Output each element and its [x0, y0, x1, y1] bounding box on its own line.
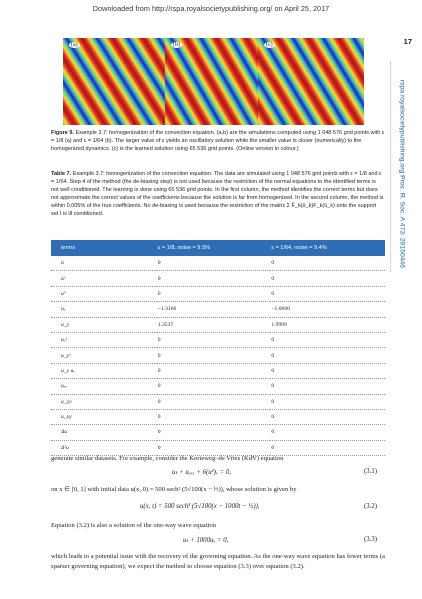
value-cell: 0 — [270, 271, 385, 286]
table-row — [51, 425, 385, 440]
value-cell: 0 — [270, 332, 385, 347]
term-cell: uₓₓ — [51, 379, 157, 394]
value-cell: −1.0000 — [270, 302, 385, 317]
table-header-row — [51, 240, 385, 256]
learned-solution-image — [258, 38, 364, 125]
value-cell: 0 — [270, 409, 385, 424]
equation-number: (3.1) — [364, 468, 378, 475]
value-cell: 0 — [270, 256, 385, 271]
table-row — [51, 271, 385, 286]
value-cell: −1.3166 — [157, 302, 271, 317]
value-cell: 0 — [157, 440, 271, 455]
value-cell: 0 — [270, 379, 385, 394]
equation-3-2: u(x, t) = 500 sech² (5√100(x − 1000t − ½)). — [140, 503, 260, 510]
term-cell: Δ²u — [51, 440, 157, 455]
equation-number: (3.3) — [364, 536, 378, 543]
table-row — [51, 332, 385, 347]
table-caption-lead: Table 7. — [51, 171, 72, 177]
header-eps-1-64: ε = 1/64, noise = 9.4% — [270, 240, 385, 256]
paragraph-kdv-intro: generate similar datasets. For example, consider the Korteweg–de Vries (KdV) equation — [51, 455, 284, 462]
paragraph-one-way: Equation (3.2) is also a solution of the one-way wave equation — [51, 522, 216, 529]
value-cell: 0 — [157, 363, 271, 378]
term-cell: u_y — [51, 317, 157, 332]
table-row — [51, 348, 385, 363]
figure-panel-a — [63, 38, 169, 125]
term-cell: uₓ² — [51, 332, 157, 347]
term-cell: u³ — [51, 286, 157, 301]
coefficients-table — [51, 240, 385, 456]
value-cell: 0 — [157, 286, 271, 301]
term-cell: u² — [51, 271, 157, 286]
table-row — [51, 286, 385, 301]
table-row — [51, 302, 385, 317]
convection-simulation-image — [63, 38, 169, 125]
value-cell: 0 — [157, 348, 271, 363]
figure-caption-lead: Figure 9. — [51, 130, 74, 136]
table-caption-text: Example 3.7: homogenization of the convection equation. The data are simulated using 1 048 576 grid points with ε = 1/8 and ε = 1/64. Step 4 of the method (the de-biasing step) is not used because the restriction of the normal equations to the identified terms is not well conditioned. The learning is done using 65 536 grid points. In the first column, the method identifies the correct terms but does not approximate the correct values of the coefficients because the solution is far from homogenized. In the second column, the method is within 0.005% of the true coefficients. No de-biasing is used because the restriction of the matrix Σ F̄_k(ū_k)F_k(ū_k) onto the support set I is ill conditioned. — [51, 171, 384, 217]
equation-3-1: uₜ + uₓₓₓ + 6(u²)ₓ = 0, — [172, 469, 231, 476]
figure-panel-c — [258, 38, 364, 125]
value-cell: 0 — [157, 425, 271, 440]
convection-simulation-image — [165, 38, 271, 125]
margin-rule — [390, 62, 391, 272]
header-eps-1-8: ε = 1/8, noise = 9.5% — [157, 240, 271, 256]
value-cell: 0 — [157, 409, 271, 424]
term-cell: u_y uₓ — [51, 363, 157, 378]
table-row — [51, 394, 385, 409]
value-cell: 1.3537 — [157, 317, 271, 332]
paragraph-initial-data: on x ∈ [0, 1] with initial data u(x, 0) = 500 sech² (5√100(x − ½)), whose solution is given by — [51, 486, 297, 493]
term-cell: u — [51, 256, 157, 271]
value-cell: 0 — [157, 256, 271, 271]
term-cell: u_yy — [51, 394, 157, 409]
figure-panel-b — [165, 38, 271, 125]
value-cell: 0 — [157, 332, 271, 347]
paragraph-conclusion: which leads to a potential issue with the recovery of the governing equation. As the one-way wave equation has fewer terms (a sparser governing equation), we expect the method to choose equation (3.3) over equation (3.2). — [51, 553, 385, 570]
equation-3-3: uₜ + 1000uₓ = 0, — [183, 537, 229, 544]
panel-label: (c) — [266, 42, 273, 48]
panel-label: (a) — [71, 42, 78, 48]
term-cell: u_y² — [51, 348, 157, 363]
figure-caption — [51, 129, 385, 153]
equation-number: (3.2) — [364, 503, 378, 510]
table-caption — [51, 170, 385, 218]
value-cell: 0 — [270, 348, 385, 363]
table-row — [51, 317, 385, 332]
page-number: 17 — [403, 37, 412, 46]
value-cell: 0 — [270, 440, 385, 455]
value-cell: 1.9999 — [270, 317, 385, 332]
value-cell: 0 — [157, 394, 271, 409]
value-cell: 0 — [157, 379, 271, 394]
value-cell: 0 — [157, 271, 271, 286]
value-cell: 0 — [270, 425, 385, 440]
header-terms: terms — [51, 240, 157, 256]
term-cell: uₓ — [51, 302, 157, 317]
term-cell: u_xy — [51, 409, 157, 424]
value-cell: 0 — [270, 394, 385, 409]
side-journal-link[interactable]: rspa.royalsocietypublishing.org Proc. R. Soc. A 473: 20160446 — [398, 79, 406, 269]
table-row — [51, 379, 385, 394]
value-cell: 0 — [270, 363, 385, 378]
figure-caption-text: Example 3.7: homogenization of the convection equation. (a,b) are the simulations computed using 1 048 576 grid points with ε = 1/8 (a) and ε = 1/64 (b). The larger value of ε yields an oscillatory solution while the smaller value is closer (numerically) to the homogenized dynamics. (c) is the learned solution using 65 536 grid points. (Online version in colour.) — [51, 130, 385, 152]
value-cell: 0 — [270, 286, 385, 301]
table-row — [51, 363, 385, 378]
table-row — [51, 409, 385, 424]
term-cell: Δu — [51, 425, 157, 440]
table-row — [51, 256, 385, 271]
panel-label: (b) — [173, 42, 180, 48]
download-banner: Downloaded from http://rspa.royalsocietypublishing.org/ on April 25, 2017 — [92, 4, 330, 13]
